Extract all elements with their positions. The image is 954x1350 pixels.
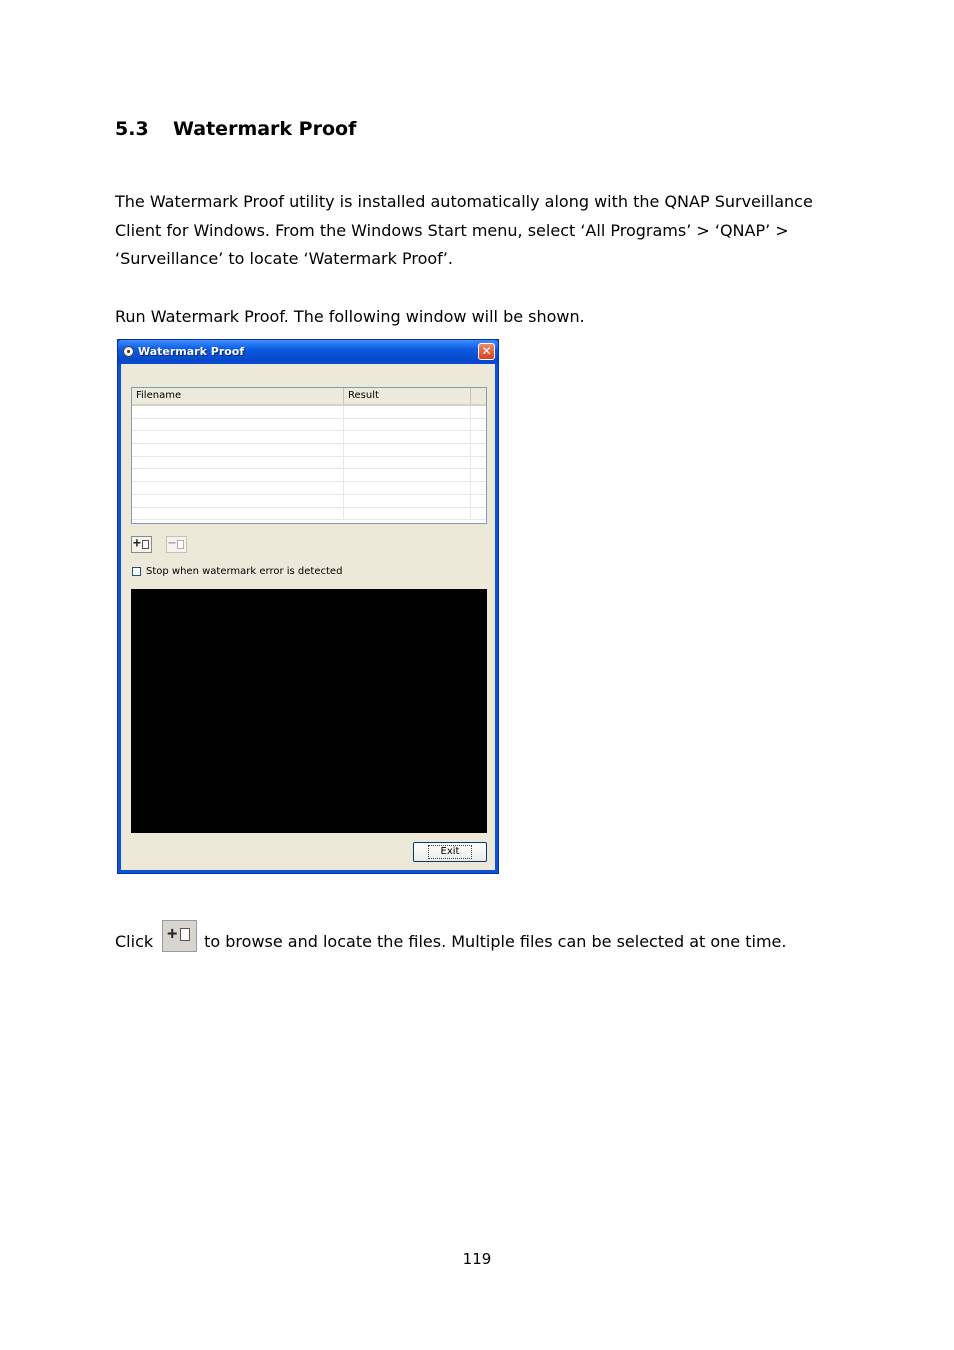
file-list-header — [132, 388, 486, 406]
exit-button[interactable] — [413, 842, 487, 862]
list-cell — [471, 482, 486, 494]
window-title: Watermark Proof — [138, 345, 245, 358]
close-button[interactable]: ✕ — [478, 343, 495, 360]
list-cell — [132, 495, 344, 507]
file-icon — [177, 540, 184, 549]
list-cell — [471, 444, 486, 456]
list-cell — [132, 482, 344, 494]
list-row[interactable] — [132, 444, 486, 457]
list-cell — [132, 508, 344, 520]
output-log-area — [131, 589, 487, 833]
file-list-rows — [132, 406, 486, 523]
list-cell — [344, 431, 471, 443]
list-row[interactable] — [132, 406, 486, 419]
exit-button-label: Exit — [428, 845, 473, 859]
list-cell — [132, 469, 344, 481]
list-cell — [471, 457, 486, 469]
list-cell — [132, 419, 344, 431]
intro-paragraph — [115, 188, 835, 274]
list-cell — [132, 457, 344, 469]
remove-files-button[interactable] — [166, 536, 187, 553]
list-row[interactable] — [132, 495, 486, 508]
list-cell — [344, 406, 471, 418]
run-paragraph: Run Watermark Proof. The following window will be shown. — [115, 307, 585, 326]
minus-icon: − — [168, 536, 176, 551]
section-heading — [115, 118, 356, 140]
page-number: 119 — [462, 1250, 492, 1268]
section-title: Watermark Proof — [173, 118, 357, 140]
list-cell — [471, 406, 486, 418]
list-cell — [344, 419, 471, 431]
list-cell — [471, 431, 486, 443]
stop-on-error-option[interactable] — [132, 564, 342, 578]
click-text-before: Click — [115, 932, 154, 951]
list-cell — [344, 508, 471, 520]
plus-icon: + — [133, 536, 141, 551]
list-cell — [344, 495, 471, 507]
list-cell — [471, 419, 486, 431]
watermark-proof-window — [117, 339, 499, 874]
list-row[interactable] — [132, 508, 486, 521]
click-text-after: to browse and locate the files. Multiple files can be selected at one time. — [204, 932, 787, 951]
list-row[interactable] — [132, 457, 486, 470]
intro-line: Client for Windows. From the Windows Start menu, select ‘All Programs’ > ‘QNAP’ > — [115, 220, 789, 240]
file-icon — [142, 540, 149, 549]
file-list[interactable] — [131, 387, 487, 524]
column-header-filename[interactable]: Filename — [132, 388, 344, 404]
list-cell — [471, 495, 486, 507]
list-row[interactable] — [132, 431, 486, 444]
list-cell — [344, 457, 471, 469]
list-cell — [344, 469, 471, 481]
list-cell — [344, 444, 471, 456]
window-titlebar[interactable] — [118, 340, 498, 364]
window-client-area — [121, 364, 495, 870]
list-row[interactable] — [132, 469, 486, 482]
list-row[interactable] — [132, 482, 486, 495]
column-header-result[interactable]: Result — [344, 388, 471, 404]
stop-on-error-checkbox[interactable] — [132, 567, 141, 576]
list-cell — [471, 508, 486, 520]
plus-icon: + — [167, 924, 178, 944]
list-cell — [132, 406, 344, 418]
list-cell — [471, 469, 486, 481]
column-header-filler — [471, 388, 486, 404]
list-cell — [132, 431, 344, 443]
add-files-icon — [162, 920, 197, 952]
section-number: 5.3 — [115, 118, 149, 140]
list-cell — [344, 482, 471, 494]
app-icon — [123, 346, 134, 357]
list-cell — [132, 444, 344, 456]
intro-line: ‘Surveillance’ to locate ‘Watermark Proof’. — [115, 249, 453, 268]
add-files-button[interactable] — [131, 536, 152, 553]
intro-line: The Watermark Proof utility is installed automatically along with the QNAP Surveillance — [115, 192, 813, 211]
list-row[interactable] — [132, 419, 486, 432]
click-paragraph — [115, 920, 835, 952]
file-icon — [180, 928, 190, 941]
stop-on-error-label: Stop when watermark error is detected — [146, 565, 343, 577]
